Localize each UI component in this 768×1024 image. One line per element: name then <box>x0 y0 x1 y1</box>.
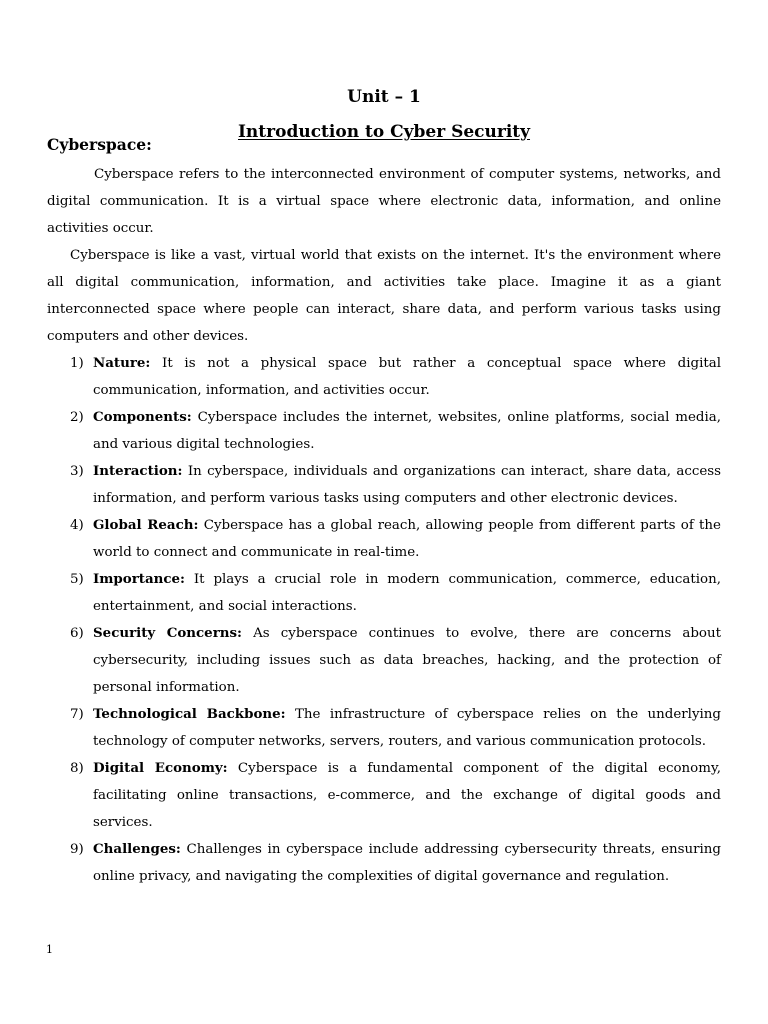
unit-title: Unit – 1 <box>347 87 421 107</box>
list-item <box>47 512 721 566</box>
paragraph: Cyberspace refers to the interconnected environment of computer systems, networks, and digital communication. It is a virtual space where electronic data, information, and online activities occur. <box>47 167 721 236</box>
list-item <box>47 458 721 512</box>
list-item-text: The infrastructure of cyberspace relies on the underlying technology of computer networks, servers, routers, and various communication protocols. <box>93 707 722 749</box>
list-item <box>47 755 721 836</box>
list-item <box>47 404 721 458</box>
list-item-text: Challenges in cyberspace include addressing cybersecurity threats, ensuring online privacy, and navigating the complexities of digital governance and regulation. <box>93 842 721 884</box>
list-number: 4) <box>70 518 84 533</box>
list-item-label: Interaction: <box>93 463 183 479</box>
list-number: 2) <box>70 410 84 425</box>
list-item-label: Challenges: <box>93 841 181 857</box>
list-item-label: Global Reach: <box>93 517 199 533</box>
list-item-label: Nature: <box>93 355 151 371</box>
list-number: 6) <box>70 626 84 641</box>
list-number: 1) <box>70 356 84 371</box>
list-item-label: Importance: <box>93 571 185 587</box>
list-item-text: In cyberspace, individuals and organizations can interact, share data, access information, and perform various tasks using computers and other electronic devices. <box>93 464 721 506</box>
list-item <box>47 566 721 620</box>
section-heading: Cyberspace: <box>47 135 152 154</box>
list-item-text: Cyberspace has a global reach, allowing people from different parts of the world to connect and communicate in real-time. <box>93 518 721 560</box>
list-item-label: Technological Backbone: <box>93 706 286 722</box>
list-number: 7) <box>70 707 84 722</box>
list-item-label: Components: <box>93 409 192 425</box>
list-item-text: Cyberspace is a fundamental component of the digital economy, facilitating online transactions, e-commerce, and the exchange of digital goods and services. <box>93 761 721 830</box>
list-number: 8) <box>70 761 84 776</box>
numbered-list <box>47 350 721 890</box>
page-title: Introduction to Cyber Security <box>237 122 531 142</box>
list-item-label: Digital Economy: <box>93 760 228 776</box>
list-number: 3) <box>70 464 84 479</box>
list-item-text: Cyberspace includes the internet, websites, online platforms, social media, and various digital technologies. <box>93 410 721 452</box>
list-item <box>47 836 721 890</box>
list-item <box>47 620 721 701</box>
list-item <box>47 701 721 755</box>
list-item-text: It is not a physical space but rather a conceptual space where digital communication, information, and activities occur. <box>93 356 721 398</box>
list-item-text: It plays a crucial role in modern communication, commerce, education, entertainment, and social interactions. <box>93 572 721 614</box>
list-number: 5) <box>70 572 84 587</box>
list-item-text: As cyberspace continues to evolve, there are concerns about cybersecurity, including issues such as data breaches, hacking, and the protection of personal information. <box>93 626 721 695</box>
page-number: 1 <box>46 943 53 956</box>
list-item <box>47 350 721 404</box>
paragraph: Cyberspace is like a vast, virtual world that exists on the internet. It's the environment where all digital communication, information, and activities take place. Imagine it as a giant interconnected space where people can interact, share data, and perform various tasks using computers and other devices. <box>47 248 721 344</box>
list-item-label: Security Concerns: <box>93 625 242 641</box>
list-number: 9) <box>70 842 84 857</box>
